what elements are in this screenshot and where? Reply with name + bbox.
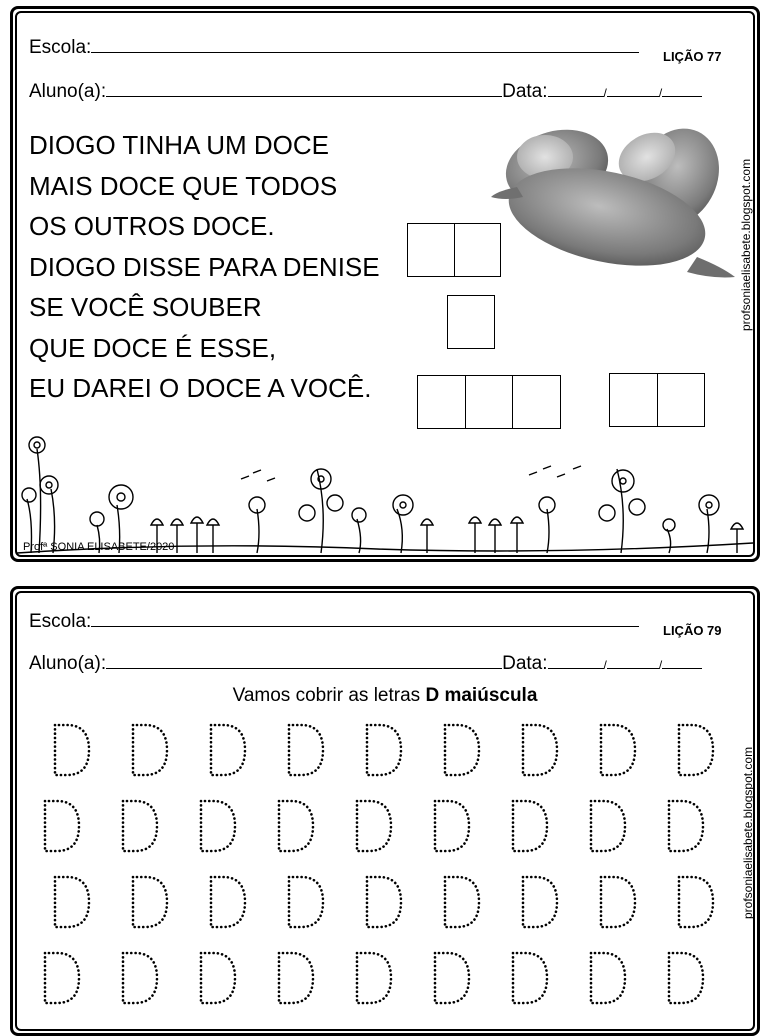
student-field (29, 653, 702, 675)
trace-letter-d[interactable] (669, 801, 703, 851)
school-label: Escola: (29, 611, 92, 632)
trace-letter-d[interactable] (123, 801, 157, 851)
poem-line: EU DAREI O DOCE A VOCÊ. (29, 373, 372, 403)
trace-letter-d[interactable] (435, 953, 469, 1003)
answer-box-1[interactable] (447, 295, 495, 349)
poem-line: SE VOCÊ SOUBER (29, 292, 262, 322)
worksheet-lesson-79 (10, 586, 760, 1036)
answer-box-2[interactable] (407, 223, 501, 277)
trace-letter-d[interactable] (289, 725, 323, 775)
instruction-bold: D maiúscula (425, 685, 538, 706)
trace-letter-d[interactable] (211, 725, 245, 775)
student-label: Aluno(a): (29, 653, 107, 674)
school-label: Escola: (29, 37, 92, 58)
trace-letter-d[interactable] (201, 953, 235, 1003)
trace-letter-d[interactable] (591, 801, 625, 851)
school-line[interactable] (91, 625, 639, 627)
student-field (29, 81, 702, 103)
lesson-number: LIÇÃO 77 (663, 49, 722, 64)
blog-credit-vertical: profsoniaelisabete.blogspot.com (741, 746, 755, 919)
date-sep: / (658, 658, 663, 672)
trace-letter-d[interactable] (523, 725, 557, 775)
trace-letter-d[interactable] (523, 877, 557, 927)
date-month-line[interactable] (607, 667, 659, 669)
poem-text (29, 125, 380, 409)
trace-letter-d[interactable] (367, 877, 401, 927)
poem-line: OS OUTROS DOCE. (29, 211, 275, 241)
trace-letter-d[interactable] (435, 801, 469, 851)
trace-letter-d[interactable] (289, 877, 323, 927)
trace-letter-d[interactable] (123, 953, 157, 1003)
trace-letter-d[interactable] (601, 725, 635, 775)
trace-letter-d[interactable] (357, 953, 391, 1003)
blog-credit-vertical: profsoniaelisabete.blogspot.com (739, 158, 753, 331)
trace-letter-d[interactable] (445, 877, 479, 927)
trace-letter-d[interactable] (45, 801, 79, 851)
trace-letter-d[interactable] (279, 953, 313, 1003)
answer-box-2b[interactable] (609, 373, 705, 427)
author-credit: Profª SONIA ELISABETE/2020 (23, 541, 175, 553)
flowers-garden-illustration (17, 429, 753, 557)
date-sep: / (603, 658, 607, 672)
school-field (29, 611, 639, 633)
instruction-text (13, 685, 757, 707)
trace-letter-d[interactable] (133, 877, 167, 927)
tracing-letters-grid (43, 719, 723, 1019)
trace-letter-d[interactable] (55, 877, 89, 927)
date-sep: / (603, 86, 607, 100)
trace-letter-d[interactable] (513, 801, 547, 851)
date-year-line[interactable] (662, 667, 702, 669)
date-year-line[interactable] (662, 95, 702, 97)
poem-line: DIOGO TINHA UM DOCE (29, 130, 329, 160)
instruction-prefix: Vamos cobrir as letras (232, 685, 426, 706)
date-label: Data: (502, 81, 548, 102)
school-line[interactable] (91, 51, 639, 53)
date-day-line[interactable] (548, 667, 604, 669)
poem-line: DIOGO DISSE PARA DENISE (29, 251, 380, 282)
trace-letter-d[interactable] (679, 725, 713, 775)
trace-letter-d[interactable] (513, 953, 547, 1003)
date-label: Data: (502, 653, 548, 674)
trace-letter-d[interactable] (279, 801, 313, 851)
trace-letter-d[interactable] (45, 953, 79, 1003)
trace-letter-d[interactable] (445, 725, 479, 775)
trace-letter-d[interactable] (357, 801, 391, 851)
poem-line: QUE DOCE É ESSE, (29, 332, 277, 363)
trace-letter-d[interactable] (211, 877, 245, 927)
student-line[interactable] (106, 667, 502, 669)
worksheet-lesson-77 (10, 6, 760, 562)
student-label: Aluno(a): (29, 81, 107, 102)
trace-letter-d[interactable] (679, 877, 713, 927)
trace-letter-d[interactable] (669, 953, 703, 1003)
poem-line: MAIS DOCE QUE TODOS (29, 170, 338, 201)
sweet-potatoes-image (487, 117, 737, 289)
answer-box-3[interactable] (417, 375, 561, 429)
lesson-number: LIÇÃO 79 (663, 623, 722, 638)
date-day-line[interactable] (548, 95, 604, 97)
date-sep: / (658, 86, 663, 100)
date-month-line[interactable] (607, 95, 659, 97)
student-line[interactable] (106, 95, 502, 97)
trace-letter-d[interactable] (133, 725, 167, 775)
trace-letter-d[interactable] (201, 801, 235, 851)
school-field (29, 37, 639, 59)
trace-letter-d[interactable] (601, 877, 635, 927)
trace-letter-d[interactable] (367, 725, 401, 775)
trace-letter-d[interactable] (55, 725, 89, 775)
trace-letter-d[interactable] (591, 953, 625, 1003)
